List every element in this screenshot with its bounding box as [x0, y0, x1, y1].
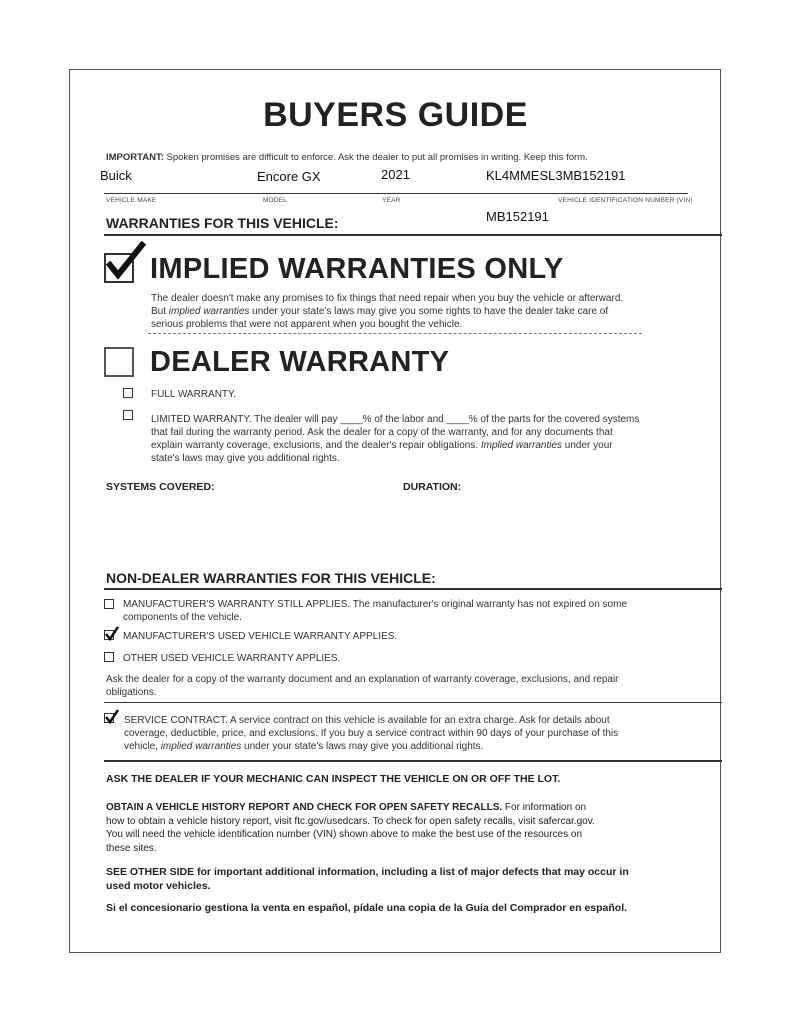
history-1: For information on	[502, 802, 587, 813]
implied-text-line-1: The dealer doesn't make any promises to fix things that need repair when you buy the vehicle or afterward.	[151, 293, 624, 304]
see-other-line-1	[106, 865, 629, 879]
ask-dealer-copy-text	[106, 673, 619, 699]
mfr-still-line-1: MANUFACTURER'S WARRANTY STILL APPLIES. The manufacturer's original warranty has not expired on some	[123, 599, 628, 610]
ask-line-1: Ask the dealer for a copy of the warranty document and an explanation of warranty coverage, exclusions, and repair	[106, 674, 619, 685]
full-warranty-checkbox[interactable]	[123, 388, 133, 398]
mfr-used-checkbox[interactable]	[104, 630, 114, 640]
important-notice	[106, 151, 588, 164]
history-line-4: these sites.	[106, 842, 157, 854]
mfr-used-label: MANUFACTURER'S USED VEHICLE WARRANTY APPLIES.	[123, 631, 398, 642]
implied-warranty-checkbox[interactable]	[104, 253, 134, 283]
page-title: BUYERS GUIDE	[263, 96, 528, 134]
limited-line-1: LIMITED WARRANTY. The dealer will pay ____% of the labor and ____% of the parts for the covered systems	[151, 414, 640, 425]
dealer-warranty-label: DEALER WARRANTY	[150, 346, 450, 378]
history-report-text	[106, 801, 595, 855]
service-line-3	[124, 740, 618, 753]
vehicle-year-value[interactable]: 2021	[381, 167, 410, 182]
history-bold: OBTAIN A VEHICLE HISTORY REPORT AND CHECK FOR OPEN SAFETY RECALLS.	[106, 802, 503, 813]
limited-line-2: that fail during the warranty period. Ask the dealer for a copy of the warranty, and for any documents that	[151, 427, 613, 438]
ask-line-2: obligations.	[106, 687, 157, 698]
important-text: Spoken promises are difficult to enforce. Ask the dealer to put all promises in writing. Keep this form.	[166, 152, 588, 163]
vehicle-vin-label: VEHICLE IDENTIFICATION NUMBER (VIN)	[558, 197, 693, 204]
warranties-divider	[104, 234, 722, 236]
service-contract-text	[124, 714, 618, 753]
vehicle-make-value[interactable]: Buick	[100, 168, 132, 183]
non-dealer-divider	[104, 588, 722, 590]
service-3b: under your state's laws may give you additional rights.	[241, 741, 484, 752]
implied-warranty-label: IMPLIED WARRANTIES ONLY	[150, 253, 564, 285]
full-warranty-label: FULL WARRANTY.	[151, 389, 237, 400]
implied-text-line-3: serious problems that were not apparent when you bought the vehicle.	[151, 319, 463, 330]
checkmark-icon	[106, 241, 148, 281]
systems-covered-label: SYSTEMS COVERED:	[106, 481, 215, 493]
spanish-notice: Si el concesionario gestiona la venta en español, pídale una copia de la Guía del Comprador en español.	[106, 902, 628, 914]
vehicle-vin-value[interactable]: KL4MMESL3MB152191	[486, 168, 626, 183]
dealer-warranty-checkbox[interactable]	[104, 347, 134, 377]
vehicle-make-label: VEHICLE MAKE	[106, 197, 157, 204]
limited-line-4: state's laws may give you additional rights.	[151, 453, 340, 464]
checkmark-icon	[104, 625, 120, 641]
service-divider	[104, 702, 722, 703]
duration-label: DURATION:	[403, 481, 462, 493]
implied-text-2a: But	[151, 306, 169, 317]
warranties-heading: WARRANTIES FOR THIS VEHICLE:	[106, 215, 339, 231]
non-dealer-heading: NON-DEALER WARRANTIES FOR THIS VEHICLE:	[106, 570, 436, 586]
vehicle-model-value[interactable]: Encore GX	[257, 169, 321, 184]
limited-3b: under your	[562, 440, 613, 451]
limited-3i: Implied warranties	[480, 440, 563, 451]
service-3a: vehicle,	[124, 741, 161, 752]
vehicle-info-underline	[104, 193, 688, 194]
mechanic-inspect-text: ASK THE DEALER IF YOUR MECHANIC CAN INSPECT THE VEHICLE ON OR OFF THE LOT.	[106, 773, 561, 785]
limited-warranty-text	[151, 413, 639, 465]
other-used-checkbox[interactable]	[104, 652, 114, 662]
vehicle-model-label: MODEL	[263, 197, 288, 204]
implied-warranty-text	[151, 292, 623, 331]
other-used-label: OTHER USED VEHICLE WARRANTY APPLIES.	[123, 653, 341, 664]
important-label: IMPORTANT:	[106, 152, 164, 163]
implied-text-2b: under your state's laws may give you some rights to have the dealer take care of	[249, 306, 609, 317]
see-other-line-2: used motor vehicles.	[106, 880, 211, 892]
service-3i: implied warranties	[160, 741, 242, 752]
service-line-1: SERVICE CONTRACT. A service contract on this vehicle is available for an extra charge. Ask for details about	[124, 715, 610, 726]
footer-divider	[104, 760, 722, 762]
see-other-bold: SEE OTHER SIDE	[106, 866, 195, 878]
history-line-1	[106, 801, 595, 815]
mfr-still-line-2: components of the vehicle.	[123, 612, 242, 623]
see-other-side-text	[106, 865, 629, 893]
checkmark-icon	[104, 708, 120, 724]
service-contract-checkbox[interactable]	[104, 713, 114, 723]
mfr-still-applies-checkbox[interactable]	[104, 599, 114, 609]
service-line-2: coverage, deductible, price, and exclusions. If you buy a service contract within 90 days of your purchase of this	[124, 728, 619, 739]
implied-text-line-2	[151, 305, 623, 318]
history-line-2: how to obtain a vehicle history report, visit ftc.gov/usedcars. To check for open safety recalls, visit safercar.gov.	[106, 815, 595, 827]
limited-warranty-checkbox[interactable]	[123, 410, 133, 420]
history-line-3: You will need the vehicle identification number (VIN) shown above to make the best use of the resources on	[106, 829, 583, 840]
limited-3a: explain warranty coverage, exclusions, and the dealer's repair obligations.	[151, 440, 481, 451]
see-other-1: for important additional information, including a list of major defects that may occur in	[194, 866, 629, 878]
vehicle-stock-value[interactable]: MB152191	[486, 209, 549, 224]
implied-text-2i: implied warranties	[168, 306, 250, 317]
vehicle-year-label: YEAR	[382, 197, 401, 204]
mfr-still-applies-text	[123, 598, 627, 624]
dashed-separator	[148, 333, 642, 334]
limited-line-3	[151, 439, 639, 452]
